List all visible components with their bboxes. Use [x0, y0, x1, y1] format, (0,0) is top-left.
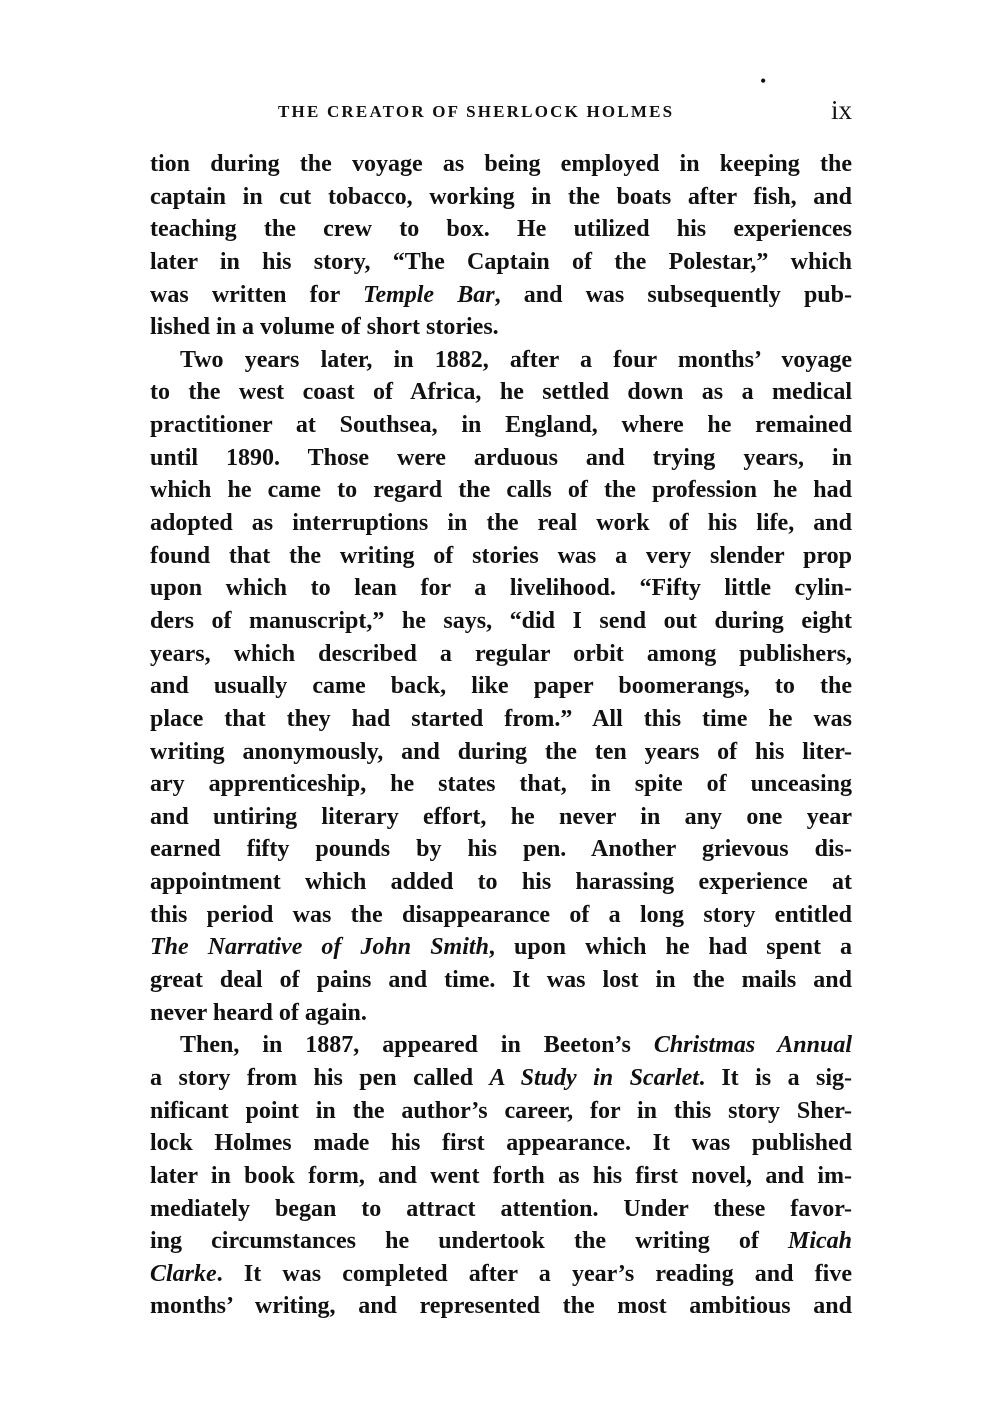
text-line: [150, 344, 852, 377]
text-run: found that the writing of stories was a very slender prop: [150, 542, 852, 569]
text-run: months’ writing, and represented the most ambitious and: [150, 1293, 852, 1320]
text-line: [150, 638, 852, 671]
text-line: [150, 866, 852, 899]
text-line: [150, 1290, 852, 1323]
italic-title: Clarke: [150, 1260, 217, 1287]
text-run: to the west coast of Africa, he settled down as a medical: [150, 379, 852, 406]
text-run: adopted as interruptions in the real work of his life, and: [150, 510, 852, 537]
body-text: [150, 148, 852, 1323]
text-line: [150, 181, 852, 214]
text-run: this period was the disappearance of a long story entitled: [150, 901, 852, 928]
text-run: years, which described a regular orbit among publishers,: [150, 640, 852, 667]
text-run: ing circumstances he undertook the writing of: [150, 1228, 788, 1255]
text-line: [150, 931, 852, 964]
text-run: place that they had started from.” All this time he was: [150, 705, 852, 732]
text-run: nificant point in the author’s career, for in this story Sher-: [150, 1097, 852, 1124]
text-run: Then, in 1887, appeared in Beeton’s: [180, 1032, 654, 1059]
italic-title: A Study in Scarlet: [489, 1064, 699, 1091]
text-run: appointment which added to his harassing experience at: [150, 869, 852, 896]
text-run: was written for: [150, 281, 363, 308]
text-run: ders of manuscript,” he says, “did I send out during eight: [150, 607, 852, 634]
text-line: [150, 474, 852, 507]
text-run: upon which to lean for a livelihood. “Fifty little cylin-: [150, 575, 852, 602]
text-run: and usually came back, like paper boomerangs, to the: [150, 673, 852, 700]
text-line: [150, 213, 852, 246]
page-number: ix: [830, 95, 852, 125]
text-run: earned fifty pounds by his pen. Another grievous dis-: [150, 836, 852, 863]
text-line: [150, 246, 852, 279]
text-run: ary apprenticeship, he states that, in spite of unceasing: [150, 771, 852, 798]
text-line: [150, 1193, 852, 1226]
text-line: [150, 997, 852, 1030]
text-run: mediately began to attract attention. Under these favor-: [150, 1195, 852, 1222]
text-line: [150, 442, 852, 475]
text-run: practitioner at Southsea, in England, where he remained: [150, 412, 852, 439]
text-line: [150, 1029, 852, 1062]
text-run: , and was subsequently pub-: [494, 281, 852, 308]
text-line: [150, 1062, 852, 1095]
text-line: [150, 1127, 852, 1160]
running-title: THE CREATOR OF SHERLOCK HOLMES: [278, 102, 675, 121]
text-line: [150, 768, 852, 801]
italic-title: Christmas Annual: [653, 1032, 852, 1059]
text-line: [150, 801, 852, 834]
italic-title: Temple Bar: [362, 281, 495, 308]
text-line: [150, 964, 852, 997]
text-run: lished in a volume of short stories.: [150, 314, 499, 341]
text-run: Two years later, in 1882, after a four months’ voyage: [180, 346, 852, 373]
text-line: [150, 148, 852, 181]
text-line: [150, 311, 852, 344]
text-run: never heard of again.: [150, 999, 367, 1026]
text-line: [150, 376, 852, 409]
text-run: great deal of pains and time. It was lost in the mails and: [150, 967, 852, 994]
text-run: tion during the voyage as being employed in keeping the: [150, 151, 852, 177]
text-line: [150, 507, 852, 540]
text-line: [150, 833, 852, 866]
italic-title: The Narrative of John Smith: [150, 934, 489, 961]
text-run: until 1890. Those were arduous and trying years, in: [150, 444, 852, 471]
printer-mark: •: [760, 71, 767, 91]
text-line: [150, 1160, 852, 1193]
text-run: captain in cut tobacco, working in the boats after fish, and: [150, 183, 852, 210]
text-line: [150, 1225, 852, 1258]
text-line: [150, 540, 852, 573]
text-run: , upon which he had spent a: [488, 934, 853, 961]
running-head: [150, 95, 852, 130]
text-run: a story from his pen called: [150, 1064, 490, 1091]
text-run: which he came to regard the calls of the profession he had: [150, 477, 852, 504]
text-line: [150, 899, 852, 932]
text-run: and untiring literary effort, he never in any one year: [150, 803, 852, 830]
text-line: [150, 279, 852, 312]
text-line: [150, 409, 852, 442]
text-run: . It was completed after a year’s reading and five: [216, 1260, 852, 1287]
text-line: [150, 605, 852, 638]
italic-title: Micah: [787, 1228, 852, 1255]
text-run: later in book form, and went forth as his first novel, and im-: [150, 1162, 852, 1189]
text-line: [150, 572, 852, 605]
text-line: [150, 703, 852, 736]
text-line: [150, 736, 852, 769]
text-line: [150, 670, 852, 703]
text-line: [150, 1095, 852, 1128]
text-run: later in his story, “The Captain of the Polestar,” which: [150, 248, 852, 275]
text-run: teaching the crew to box. He utilized his experiences: [150, 216, 852, 243]
text-run: lock Holmes made his first appearance. It was published: [150, 1130, 852, 1157]
text-run: writing anonymously, and during the ten years of his liter-: [150, 738, 852, 765]
text-run: . It is a sig-: [698, 1064, 853, 1091]
text-line: [150, 1258, 852, 1291]
